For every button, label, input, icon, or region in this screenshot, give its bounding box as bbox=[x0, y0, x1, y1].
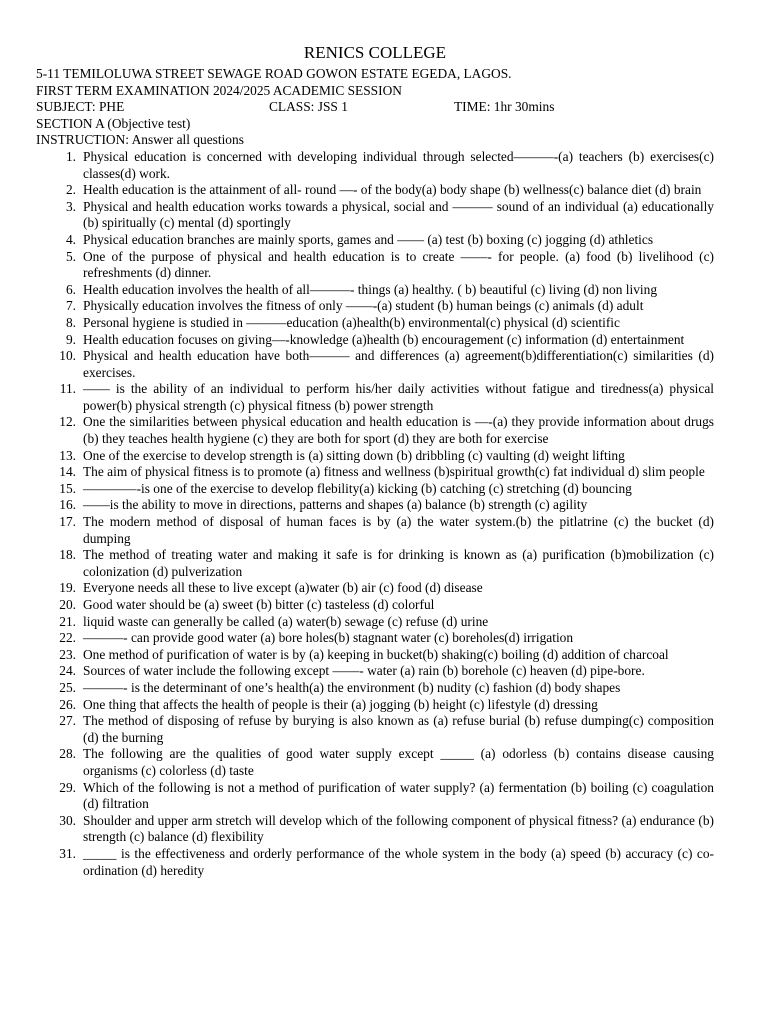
question-number: 14. bbox=[59, 464, 76, 480]
question-item bbox=[36, 813, 714, 846]
question-item bbox=[36, 597, 714, 614]
question-text: Physically education involves the fitness of only ——-(a) student (b) human beings (c) animals (d) adult bbox=[83, 298, 644, 314]
question-number: 5. bbox=[65, 248, 76, 264]
question-text: —— is the ability of an individual to perform his/her daily activities without fatigue and tiredness(a) physical power(b) physical strength (c) physical fitness (b) power strength bbox=[83, 381, 714, 413]
question-item bbox=[36, 514, 714, 547]
question-text: Health education is the attainment of all- round —- of the body(a) body shape (b) wellness(c) balance diet (d) brain bbox=[83, 182, 702, 198]
question-text: Which of the following is not a method of purification of water supply? (a) fermentation (b) boiling (c) coagulation (d) filtration bbox=[83, 779, 714, 812]
question-item bbox=[36, 315, 714, 332]
question-text: Health education involves the health of all———- things (a) healthy. ( b) beautiful (c) living (d) non living bbox=[83, 281, 658, 297]
question-text: Health education focuses on giving—-knowledge (a)health (b) encouragement (c) information (d) entertainment bbox=[83, 331, 685, 347]
question-item bbox=[36, 249, 714, 282]
question-text: One the similarities between physical education and health education is —-(a) they provide information about drugs (b) they teaches health hygiene (c) they are both for sport (d) they are both for exercise bbox=[83, 414, 714, 447]
question-text: The method of disposing of refuse by burying is also known as (a) refuse burial (b) refuse dumping(c) composition (d) the burning bbox=[83, 713, 714, 745]
question-number: 28. bbox=[59, 746, 76, 762]
question-text: Physical education branches are mainly sports, games and —— (a) test (b) boxing (c) jogging (d) athletics bbox=[83, 231, 654, 247]
question-text: One method of purification of water is by (a) keeping in bucket(b) shaking(c) boiling (d) addition of charcoal bbox=[83, 646, 669, 662]
question-text: The modern method of disposal of human faces is by (a) the water system.(b) the pitlatrine (c) the bucket (d) dumping bbox=[83, 514, 714, 546]
question-number: 27. bbox=[59, 713, 76, 729]
question-number: 30. bbox=[59, 812, 76, 828]
exam-title: FIRST TERM EXAMINATION 2024/2025 ACADEMIC SESSION bbox=[36, 82, 402, 98]
question-number: 22. bbox=[59, 630, 76, 646]
question-item bbox=[36, 780, 714, 813]
question-number: 8. bbox=[65, 314, 76, 330]
exam-details-row bbox=[36, 99, 714, 116]
question-item bbox=[36, 414, 714, 447]
question-number: 17. bbox=[59, 514, 76, 530]
question-text: liquid waste can generally be called (a) water(b) sewage (c) refuse (d) urine bbox=[83, 613, 489, 629]
question-item bbox=[36, 182, 714, 199]
instruction-text: INSTRUCTION: Answer all questions bbox=[36, 132, 244, 148]
question-text: The method of treating water and making it safe is for drinking is known as (a) purification (b)mobilization (c) colonization (d) pulverization bbox=[83, 547, 714, 579]
question-item bbox=[36, 381, 714, 414]
college-address: 5-11 TEMILOLUWA STREET SEWAGE ROAD GOWON ESTATE EGEDA, LAGOS. bbox=[36, 66, 512, 81]
question-item bbox=[36, 464, 714, 481]
question-text: The aim of physical fitness is to promote (a) fitness and wellness (b)spiritual growth(c) fat individual d) slim people bbox=[83, 464, 705, 480]
question-text: Sources of water include the following except ——- water (a) rain (b) borehole (c) heaven (d) pipe-bore. bbox=[83, 663, 645, 679]
question-text: Good water should be (a) sweet (b) bitter (c) tasteless (d) colorful bbox=[83, 597, 435, 612]
question-number: 11. bbox=[59, 381, 76, 397]
question-list bbox=[36, 149, 714, 879]
question-item bbox=[36, 497, 714, 514]
question-text: ——is the ability to move in directions, patterns and shapes (a) balance (b) strength (c) agility bbox=[83, 497, 588, 513]
question-text: _____ is the effectiveness and orderly performance of the whole system in the body (a) speed (b) accuracy (c) co-ordination (d) heredity bbox=[83, 845, 714, 878]
question-number: 6. bbox=[65, 281, 76, 297]
class-label: CLASS: JSS 1 bbox=[269, 99, 348, 115]
question-number: 1. bbox=[65, 148, 76, 164]
question-text: Physical and health education works towards a physical, social and ——— sound of an individual (a) educationally (b) spiritually (c) mental (d) sportingly bbox=[83, 198, 714, 231]
question-item bbox=[36, 680, 714, 697]
question-item bbox=[36, 547, 714, 580]
question-number: 19. bbox=[59, 580, 76, 596]
question-item bbox=[36, 332, 714, 349]
question-text: Everyone needs all these to live except (a)water (b) air (c) food (d) disease bbox=[83, 580, 483, 596]
question-number: 12. bbox=[59, 414, 76, 430]
question-number: 29. bbox=[59, 779, 76, 795]
question-item bbox=[36, 846, 714, 879]
question-item bbox=[36, 282, 714, 299]
question-item bbox=[36, 713, 714, 746]
question-item bbox=[36, 580, 714, 597]
question-number: 24. bbox=[59, 663, 76, 679]
question-text: Physical education is concerned with developing individual through selected———-(a) teachers (b) exercises(c) classes(d) work. bbox=[83, 148, 714, 181]
question-text: Personal hygiene is studied in ———education (a)health(b) environmental(c) physical (d) scientific bbox=[83, 314, 620, 330]
question-number: 16. bbox=[59, 497, 76, 513]
college-name: RENICS COLLEGE bbox=[303, 43, 447, 62]
question-text: ———- is the determinant of one’s health(a) the environment (b) nudity (c) fashion (d) body shapes bbox=[83, 679, 621, 695]
question-number: 3. bbox=[65, 198, 76, 214]
question-text: The following are the qualities of good water supply except _____ (a) odorless (b) contains disease causing organisms (c) colorless (d) taste bbox=[83, 746, 714, 778]
question-text: One of the exercise to develop strength is (a) sitting down (b) dribbling (c) vaulting (d) weight lifting bbox=[83, 447, 625, 463]
question-number: 10. bbox=[59, 348, 76, 364]
question-number: 13. bbox=[59, 447, 76, 463]
question-text: ———- can provide good water (a) bore holes(b) stagnant water (c) boreholes(d) irrigation bbox=[83, 630, 574, 646]
question-item bbox=[36, 481, 714, 498]
question-text: Physical and health education have both——— and differences (a) agreement(b)differentiation(c) similarities (d) exercises. bbox=[83, 348, 714, 380]
question-item bbox=[36, 663, 714, 680]
question-number: 31. bbox=[59, 845, 76, 861]
exam-content bbox=[36, 42, 714, 879]
question-number: 15. bbox=[59, 480, 76, 496]
question-number: 23. bbox=[59, 646, 76, 662]
question-item bbox=[36, 614, 714, 631]
question-text: Shoulder and upper arm stretch will develop which of the following component of physical fitness? (a) endurance (b) strength (c) balance (d) flexibility bbox=[83, 812, 714, 845]
time-label: TIME: 1hr 30mins bbox=[454, 99, 555, 115]
question-item bbox=[36, 199, 714, 232]
question-number: 26. bbox=[59, 696, 76, 712]
question-number: 21. bbox=[59, 613, 76, 629]
question-number: 20. bbox=[59, 597, 76, 612]
question-item bbox=[36, 232, 714, 249]
question-item bbox=[36, 298, 714, 315]
subject-label: SUBJECT: PHE bbox=[36, 99, 125, 115]
question-item bbox=[36, 746, 714, 779]
question-item bbox=[36, 348, 714, 381]
section-title: SECTION A (Objective test) bbox=[36, 115, 191, 131]
question-item bbox=[36, 448, 714, 465]
question-number: 2. bbox=[65, 182, 76, 198]
question-item bbox=[36, 630, 714, 647]
question-number: 9. bbox=[65, 331, 76, 347]
question-text: ————-is one of the exercise to develop flebility(a) kicking (b) catching (c) stretching (d) bouncing bbox=[83, 480, 632, 496]
question-item bbox=[36, 149, 714, 182]
question-number: 25. bbox=[59, 679, 76, 695]
question-number: 18. bbox=[59, 547, 76, 563]
question-text: One of the purpose of physical and health education is to create ——- for people. (a) food (b) livelihood (c) refreshments (d) dinner. bbox=[83, 248, 714, 281]
question-text: One thing that affects the health of people is their (a) jogging (b) height (c) lifestyle (d) dressing bbox=[83, 696, 598, 712]
question-number: 4. bbox=[65, 231, 76, 247]
question-number: 7. bbox=[65, 298, 76, 314]
question-item bbox=[36, 647, 714, 664]
question-item bbox=[36, 697, 714, 714]
